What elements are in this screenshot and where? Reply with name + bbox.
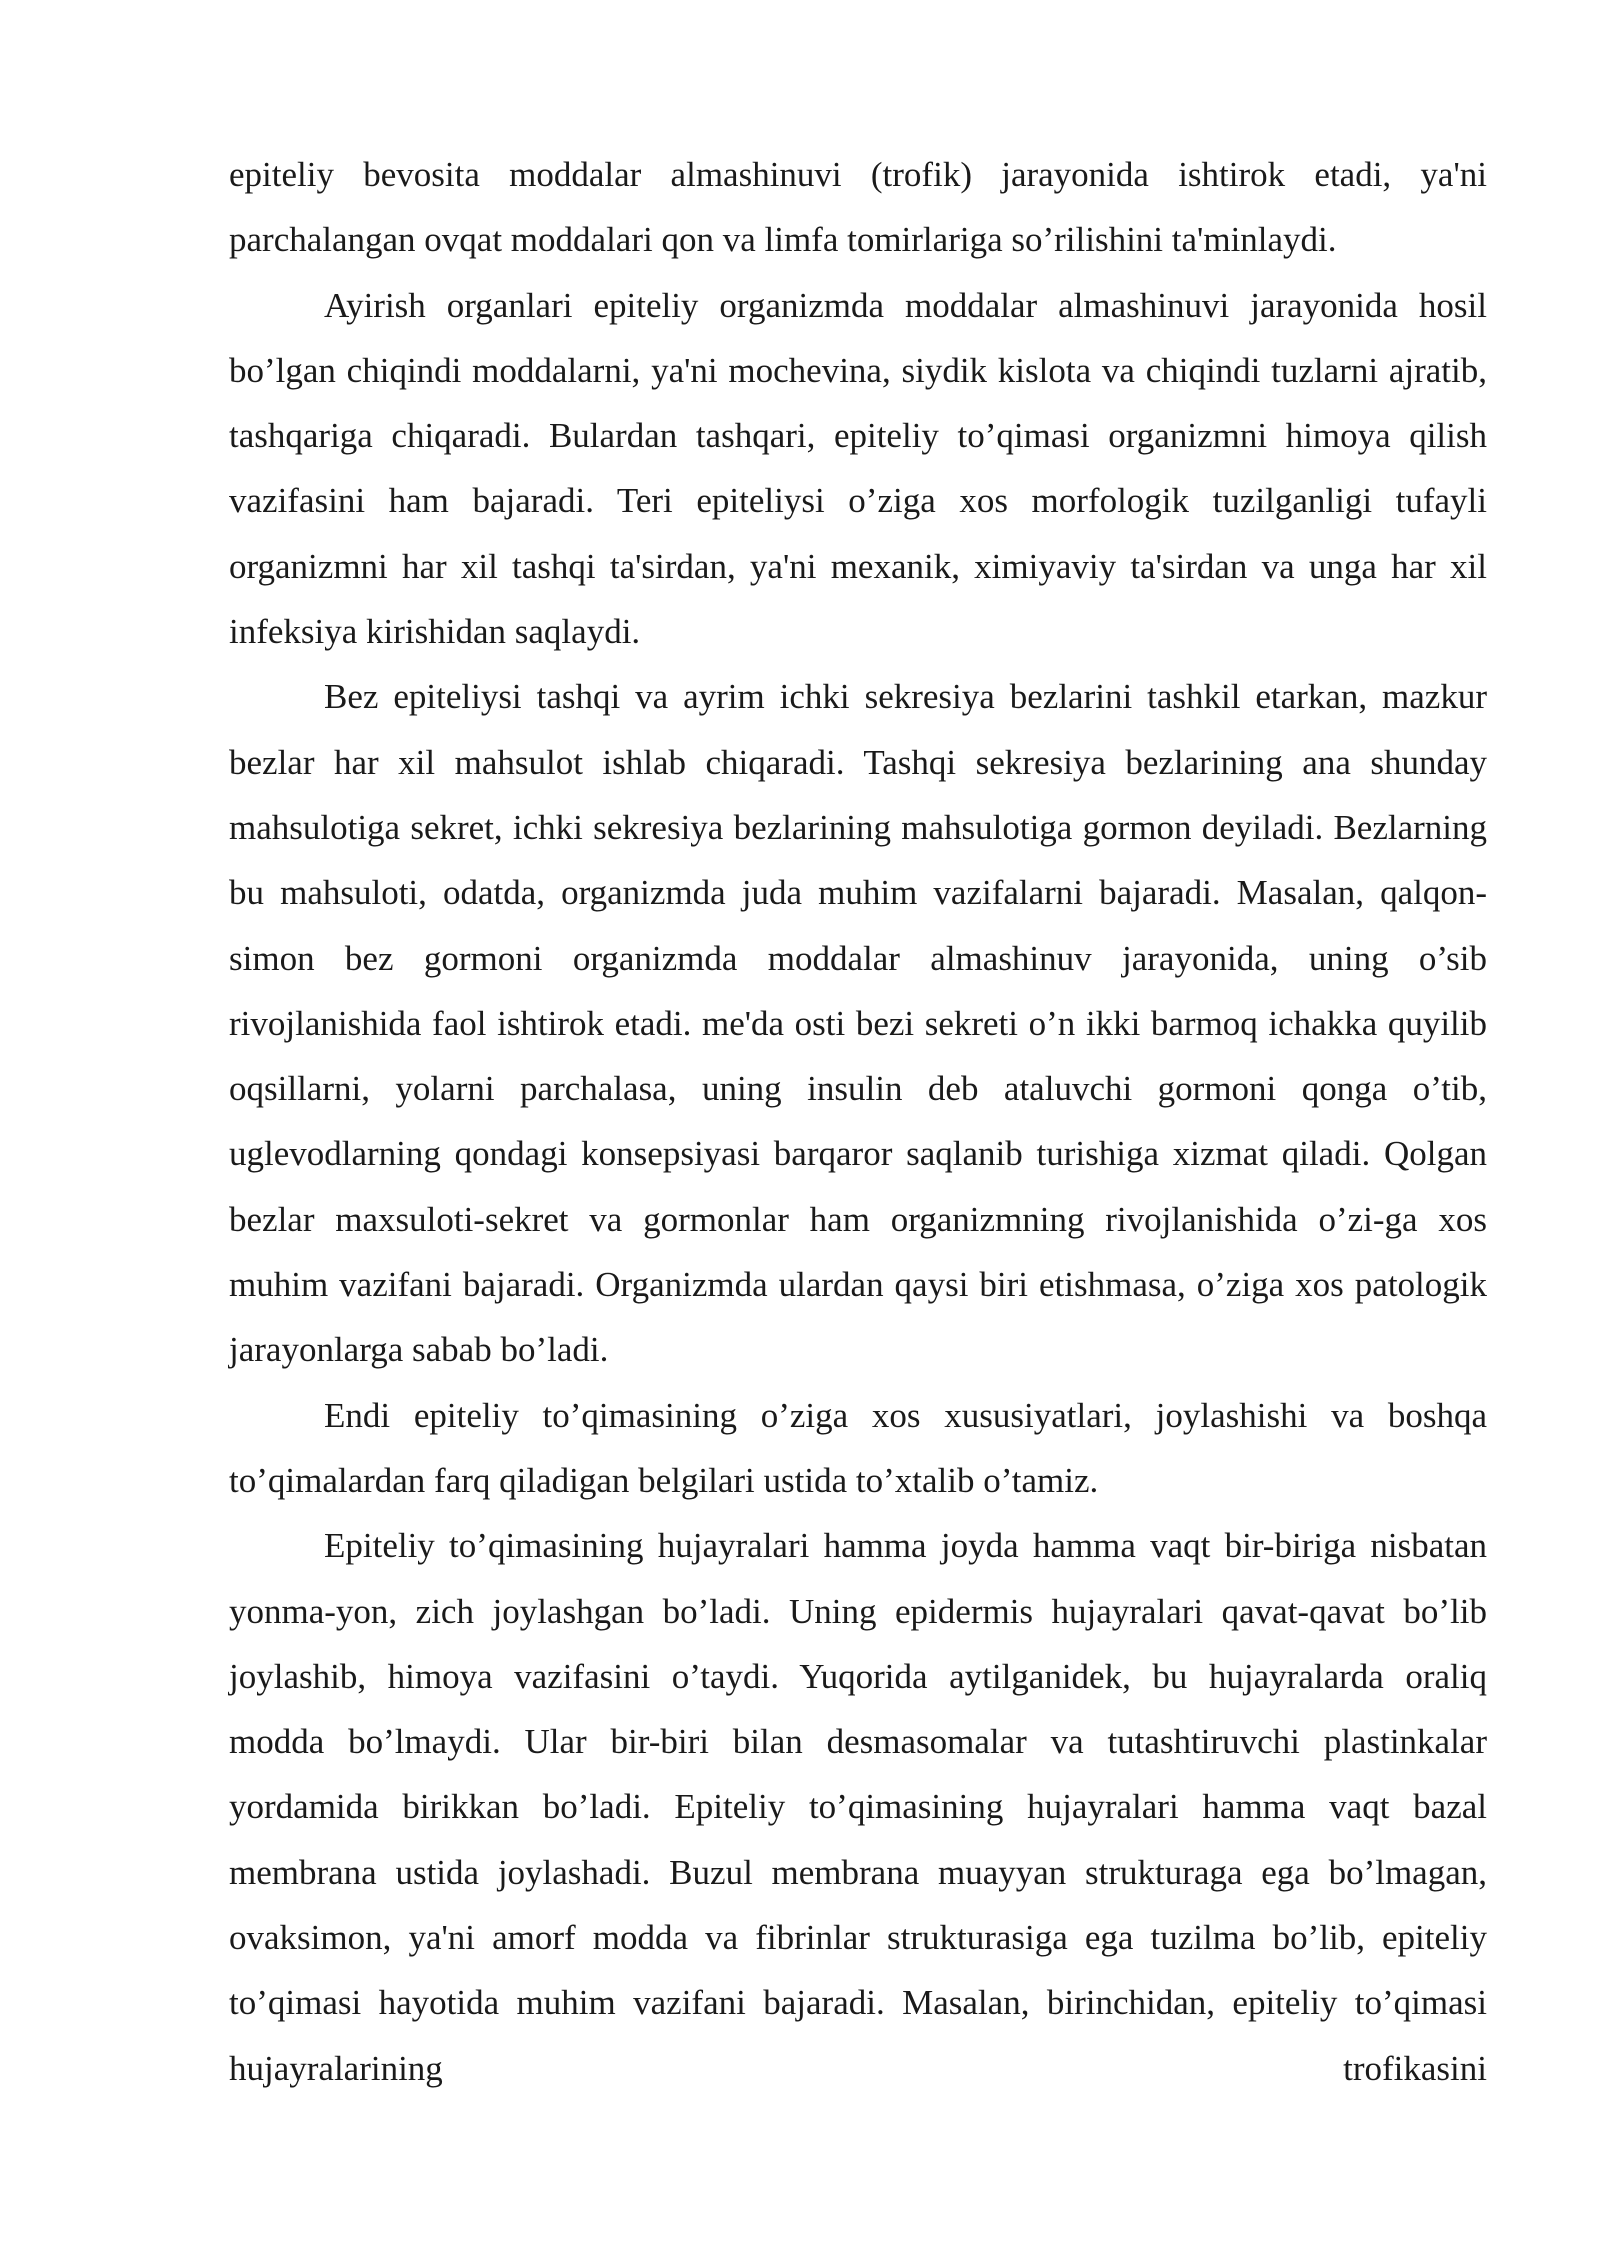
paragraph-3: Bez epiteliysi tashqi va ayrim ichki sekresiya bezlarini tashkil etarkan, mazkur bezlar har xil mahsulot ishlab chiqaradi. Tashqi sekresiya bezlarining ana shunday mahsulotiga sekret, ichki sekresiya bezlarining mahsulotiga gormon deyiladi. Bezlarning bu mahsuloti, odatda, organizmda juda muhim vazifalarni bajaradi. Masalan, qalqon-simon bez gormoni organizmda moddalar almashinuv jarayonida, uning o’sib rivojlanishida faol ishtirok etadi. me'da osti bezi sekreti o’n ikki barmoq ichakka quyilib oqsillarni, yolarni parchalasa, uning insulin deb ataluvchi gormoni qonga o’tib, uglevodlarning qondagi konsepsiyasi barqaror saqlanib turishiga xizmat qiladi. Qolgan bezlar maxsuloti-sekret va gormonlar ham organizmning rivojlanishida o’zi-ga xos muhim vazifani bajaradi. Organizmda ulardan qaysi biri etishmasa, o’ziga xos patologik jarayonlarga sabab bo’ladi. [229, 677, 1487, 1370]
paragraph-5: Epiteliy to’qimasining hujayralari hamma joyda hamma vaqt bir-biriga nisbatan yonma-yon, zich joylashgan bo’ladi. Uning epidermis hujayralari qavat-qavat bo’lib joylashib, himoya vazifasini o’taydi. Yuqorida aytilganidek, bu hujayralarda oraliq modda bo’lmaydi. Ular bir-biri bilan desmasomalar va tutashtiruvchi plastinkalar yordamida birikkan bo’ladi. Epiteliy to’qimasining hujayralari hamma vaqt bazal membrana ustida joylashadi. Buzul membrana muayyan strukturaga ega bo’lmagan, ovaksimon, ya'ni amorf modda va fibrinlar strukturasiga ega tuzilma bo’lib, epiteliy to’qimasi hayotida muhim vazifani bajaradi. Masalan, birinchidan, epiteliy to’qimasi hujayralarining trofikasini [229, 1526, 1487, 2088]
paragraph-1: epiteliy bevosita moddalar almashinuvi (trofik) jarayonida ishtirok etadi, ya'ni parchalangan ovqat moddalari qon va limfa tomirlariga so’rilishini ta'minlaydi. [229, 155, 1487, 260]
paragraph-4: Endi epiteliy to’qimasining o’ziga xos xususiyatlari, joylashishi va boshqa to’qimalardan farq qiladigan belgilari ustida to’xtalib o’tamiz. [229, 1395, 1487, 1500]
document-page [229, 142, 1487, 2101]
paragraph-2: Ayirish organlari epiteliy organizmda moddalar almashinuvi jarayonida hosil bo’lgan chiqindi moddalarni, ya'ni mochevina, siydik kislota va chiqindi tuzlarni ajratib, tashqariga chiqaradi. Bulardan tashqari, epiteliy to’qimasi organizmni himoya qilish vazifasini ham bajaradi. Teri epiteliysi o’ziga xos morfologik tuzilganligi tufayli organizmni har xil tashqi ta'sirdan, ya'ni mexanik, ximiyaviy ta'sirdan va unga har xil infeksiya kirishidan saqlaydi. [229, 285, 1487, 652]
